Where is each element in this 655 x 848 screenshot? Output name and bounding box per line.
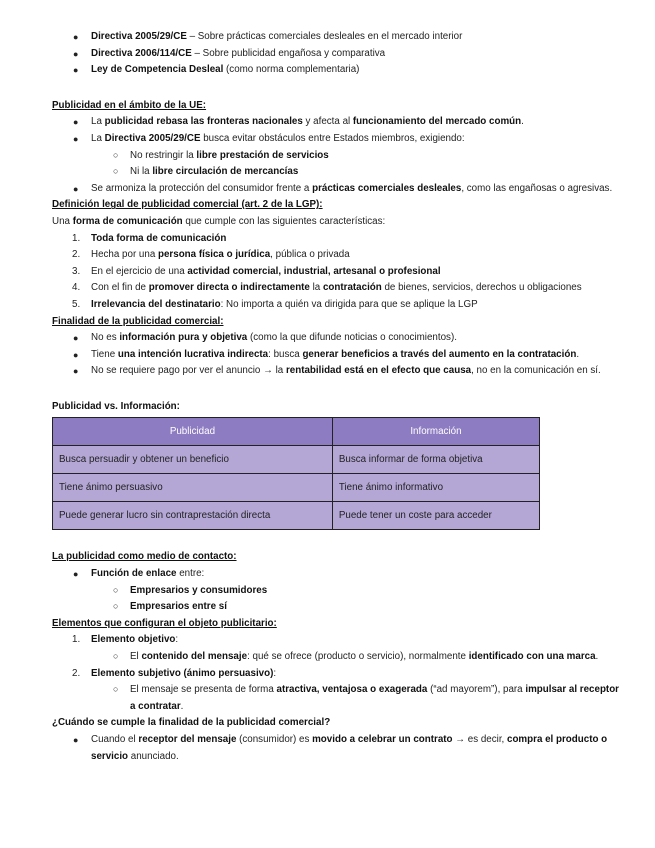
list-item: ● La publicidad rebasa las fronteras nacionales y afecta al funcionamiento del mercado común. xyxy=(52,114,627,131)
table-cell: Tiene ánimo persuasivo xyxy=(53,474,333,502)
list-item: 1. Elemento objetivo: xyxy=(72,634,179,646)
sub-list-item: ○ El contenido del mensaje: qué se ofrece (producto o servicio), normalmente identificado con una marca. xyxy=(52,649,627,666)
section-heading-cuando: ¿Cuándo se cumple la finalidad de la publicidad comercial? xyxy=(52,717,331,729)
bullet-icon: ● xyxy=(73,183,79,194)
elementos-list xyxy=(52,632,627,715)
table-cell: Busca persuadir y obtener un beneficio xyxy=(53,446,333,474)
section-heading-contacto: La publicidad como medio de contacto: xyxy=(52,551,237,563)
table-header-cell: Publicidad xyxy=(53,418,333,446)
bullet-icon: ● xyxy=(73,117,79,128)
list-item: ● Ley de Competencia Desleal (como norma complementaria) xyxy=(52,62,627,79)
contacto-list xyxy=(52,566,627,616)
sub-list-item: ○ Empresarios entre sí xyxy=(52,599,627,616)
bullet-icon: ● xyxy=(73,48,79,59)
comparison-table xyxy=(52,417,540,530)
circle-bullet-icon: ○ xyxy=(113,166,119,177)
list-item: ● No es información pura y objetiva (como la que difunde noticias o conocimientos). xyxy=(52,330,627,347)
list-item: ● Cuando el receptor del mensaje (consumidor) es movido a celebrar un contrato → es decir, compra el producto o servicio anunciado. xyxy=(73,734,608,762)
table-header-cell: Información xyxy=(332,418,539,446)
list-item: ● Directiva 2005/29/CE – Sobre prácticas comerciales desleales en el mercado interior xyxy=(52,29,627,46)
section-heading-definicion: Definición legal de publicidad comercial (art. 2 de la LGP): xyxy=(52,199,323,211)
bullet-icon: ● xyxy=(73,65,79,76)
list-item: 2. Elemento subjetivo (ánimo persuasivo): xyxy=(72,667,277,679)
list-item: ● Directiva 2006/114/CE – Sobre publicidad engañosa y comparativa xyxy=(52,46,627,63)
bullet-icon: ● xyxy=(73,133,79,144)
list-item: 5. Irrelevancia del destinatario: No importa a quién va dirigida para que se aplique la LGP xyxy=(72,298,478,310)
list-item: ● Tiene una intención lucrativa indirecta: busca generar beneficios a través del aumento en la contratación. xyxy=(52,347,627,364)
table-cell: Puede generar lucro sin contraprestación directa xyxy=(53,502,333,530)
bullet-icon: ● xyxy=(73,569,79,580)
table-cell: Busca informar de forma objetiva xyxy=(332,446,539,474)
directives-list xyxy=(52,29,627,79)
table-header-row xyxy=(53,418,540,446)
bullet-icon: ● xyxy=(73,349,79,360)
definition-intro: Una forma de comunicación que cumple con las siguientes características: xyxy=(52,215,386,227)
circle-bullet-icon: ○ xyxy=(113,601,119,612)
section-heading-comparison: Publicidad vs. Información: xyxy=(52,400,180,412)
table-row xyxy=(53,474,540,502)
list-item: 3. En el ejercicio de una actividad comercial, industrial, artesanal o profesional xyxy=(72,265,441,277)
bullet-icon: ● xyxy=(73,366,79,377)
list-item: ● Se armoniza la protección del consumidor frente a prácticas comerciales desleales, como las engañosas o agresivas. xyxy=(52,181,627,198)
section-heading-elementos: Elementos que configuran el objeto publicitario: xyxy=(52,617,277,629)
table-row xyxy=(53,446,540,474)
sub-list-item: ○ Ni la libre circulación de mercancías xyxy=(52,164,627,181)
bullet-icon: ● xyxy=(73,333,79,344)
bullet-icon: ● xyxy=(73,32,79,42)
sub-list-item: ○ No restringir la libre prestación de servicios xyxy=(52,148,627,165)
list-item: 1. Toda forma de comunicación xyxy=(72,232,227,244)
circle-bullet-icon: ○ xyxy=(113,651,119,662)
document-page xyxy=(52,29,627,765)
list-item: 2. Hecha por una persona física o jurídica, pública o privada xyxy=(72,249,350,261)
cuando-list xyxy=(52,732,627,765)
circle-bullet-icon: ○ xyxy=(113,584,119,595)
section-heading-finalidad: Finalidad de la publicidad comercial: xyxy=(52,315,224,327)
bullet-icon: ● xyxy=(73,735,79,745)
list-item: ● No se requiere pago por ver el anuncio → la rentabilidad está en el efecto que causa, no en la comunicación en sí. xyxy=(52,363,627,380)
section-heading-ue: Publicidad en el ámbito de la UE: xyxy=(52,99,207,111)
list-item: ● La Directiva 2005/29/CE busca evitar obstáculos entre Estados miembros, exigiendo: xyxy=(52,131,627,148)
ue-list xyxy=(52,114,627,197)
list-item: ● Función de enlace entre: xyxy=(52,566,627,583)
definition-list xyxy=(52,231,627,314)
sub-list-item: ○ Empresarios y consumidores xyxy=(52,583,627,600)
circle-bullet-icon: ○ xyxy=(113,149,119,160)
list-item: 4. Con el fin de promover directa o indirectamente la contratación de bienes, servicios, derechos u obligaciones xyxy=(72,282,582,294)
finalidad-list xyxy=(52,330,627,380)
table-row xyxy=(53,502,540,530)
sub-list-item: ○ El mensaje se presenta de forma atractiva, ventajosa o exagerada (“ad mayorem”), para impulsar al receptor a contratar. xyxy=(52,682,627,715)
table-cell: Puede tener un coste para acceder xyxy=(332,502,539,530)
table-cell: Tiene ánimo informativo xyxy=(332,474,539,502)
circle-bullet-icon: ○ xyxy=(113,684,119,695)
